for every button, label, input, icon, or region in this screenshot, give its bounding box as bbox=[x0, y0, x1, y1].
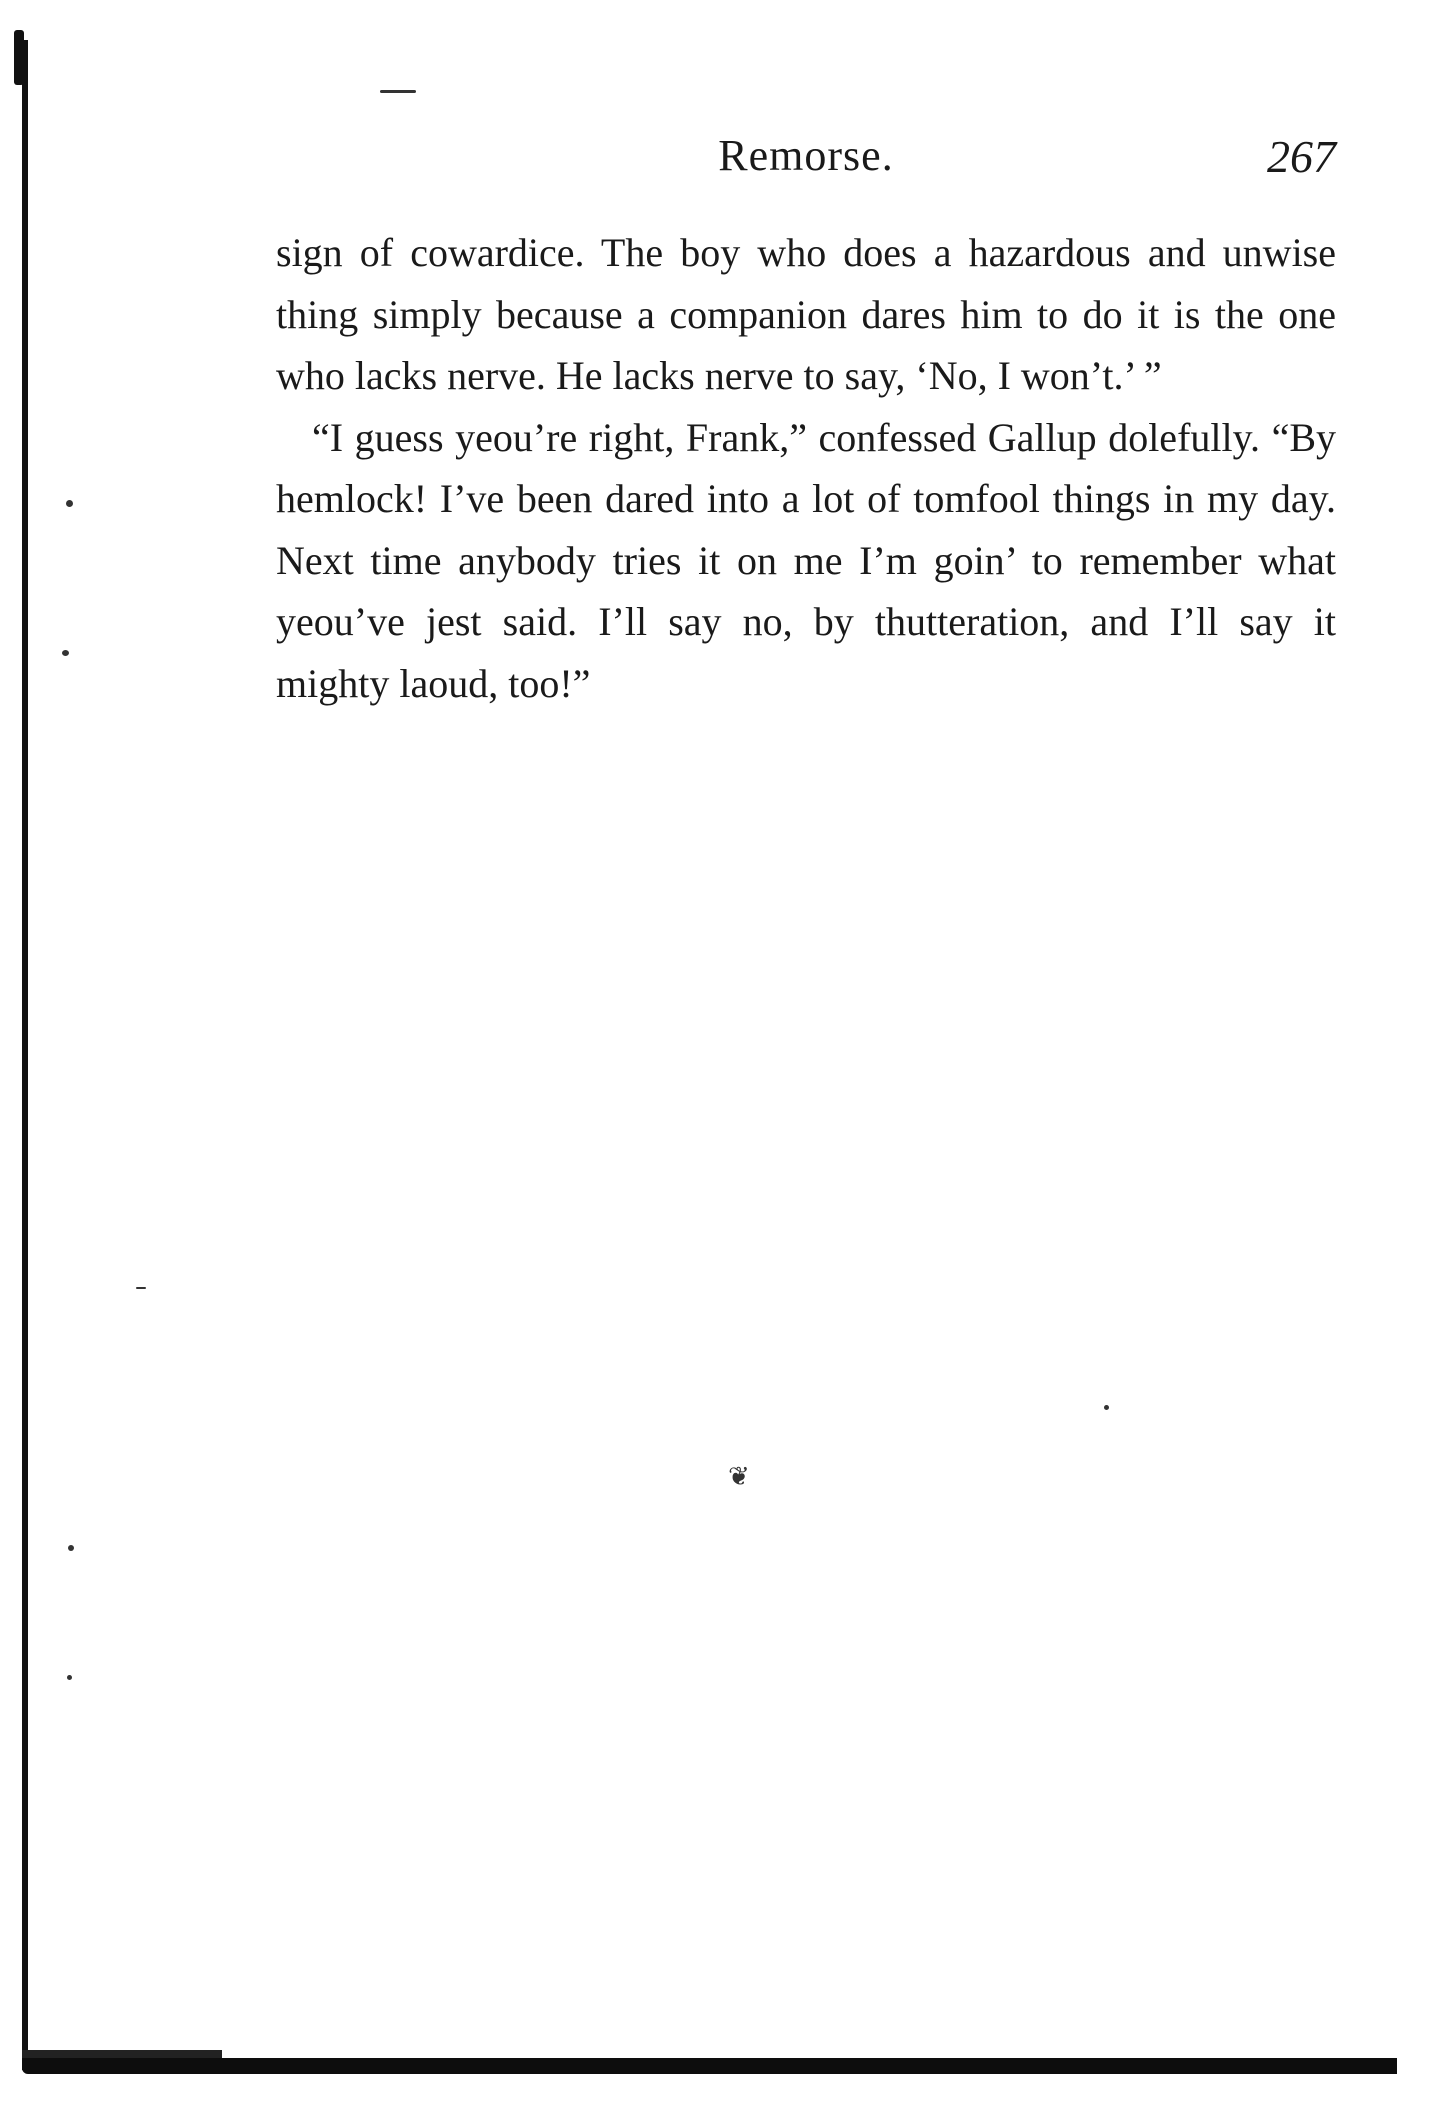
page-number: 267 bbox=[1267, 131, 1336, 182]
scan-speck bbox=[66, 500, 73, 507]
running-title: Remorse. bbox=[718, 131, 894, 180]
ornament-icon: ❦ bbox=[728, 1462, 750, 1491]
binding-edge bbox=[22, 40, 28, 2070]
body-text bbox=[276, 222, 1336, 714]
page-header bbox=[276, 130, 1336, 190]
scan-speck bbox=[136, 1287, 146, 1289]
scan-speck bbox=[1104, 1405, 1109, 1410]
scan-speck bbox=[380, 90, 416, 93]
paragraph: sign of cowardice. The boy who does a hazardous and unwise thing simply because a companion dares him to do it is the one who lacks nerve. He lacks nerve to say, ‘No, I won’t.’ ” bbox=[276, 230, 1336, 398]
bottom-scan-edge bbox=[22, 2058, 1397, 2074]
scan-speck bbox=[67, 1675, 72, 1680]
scan-speck bbox=[62, 650, 69, 656]
paragraph: “I guess yeou’re right, Frank,” confessed Gallup dolefully. “By hemlock! I’ve been dared into a lot of tomfool things in my day. Next time anybody tries it on me I’m goin’ to remember what yeou’ve jest said. I’ll say no, by thutteration, and I’ll say it mighty laoud, too!” bbox=[276, 414, 1336, 706]
scan-speck bbox=[68, 1545, 74, 1551]
